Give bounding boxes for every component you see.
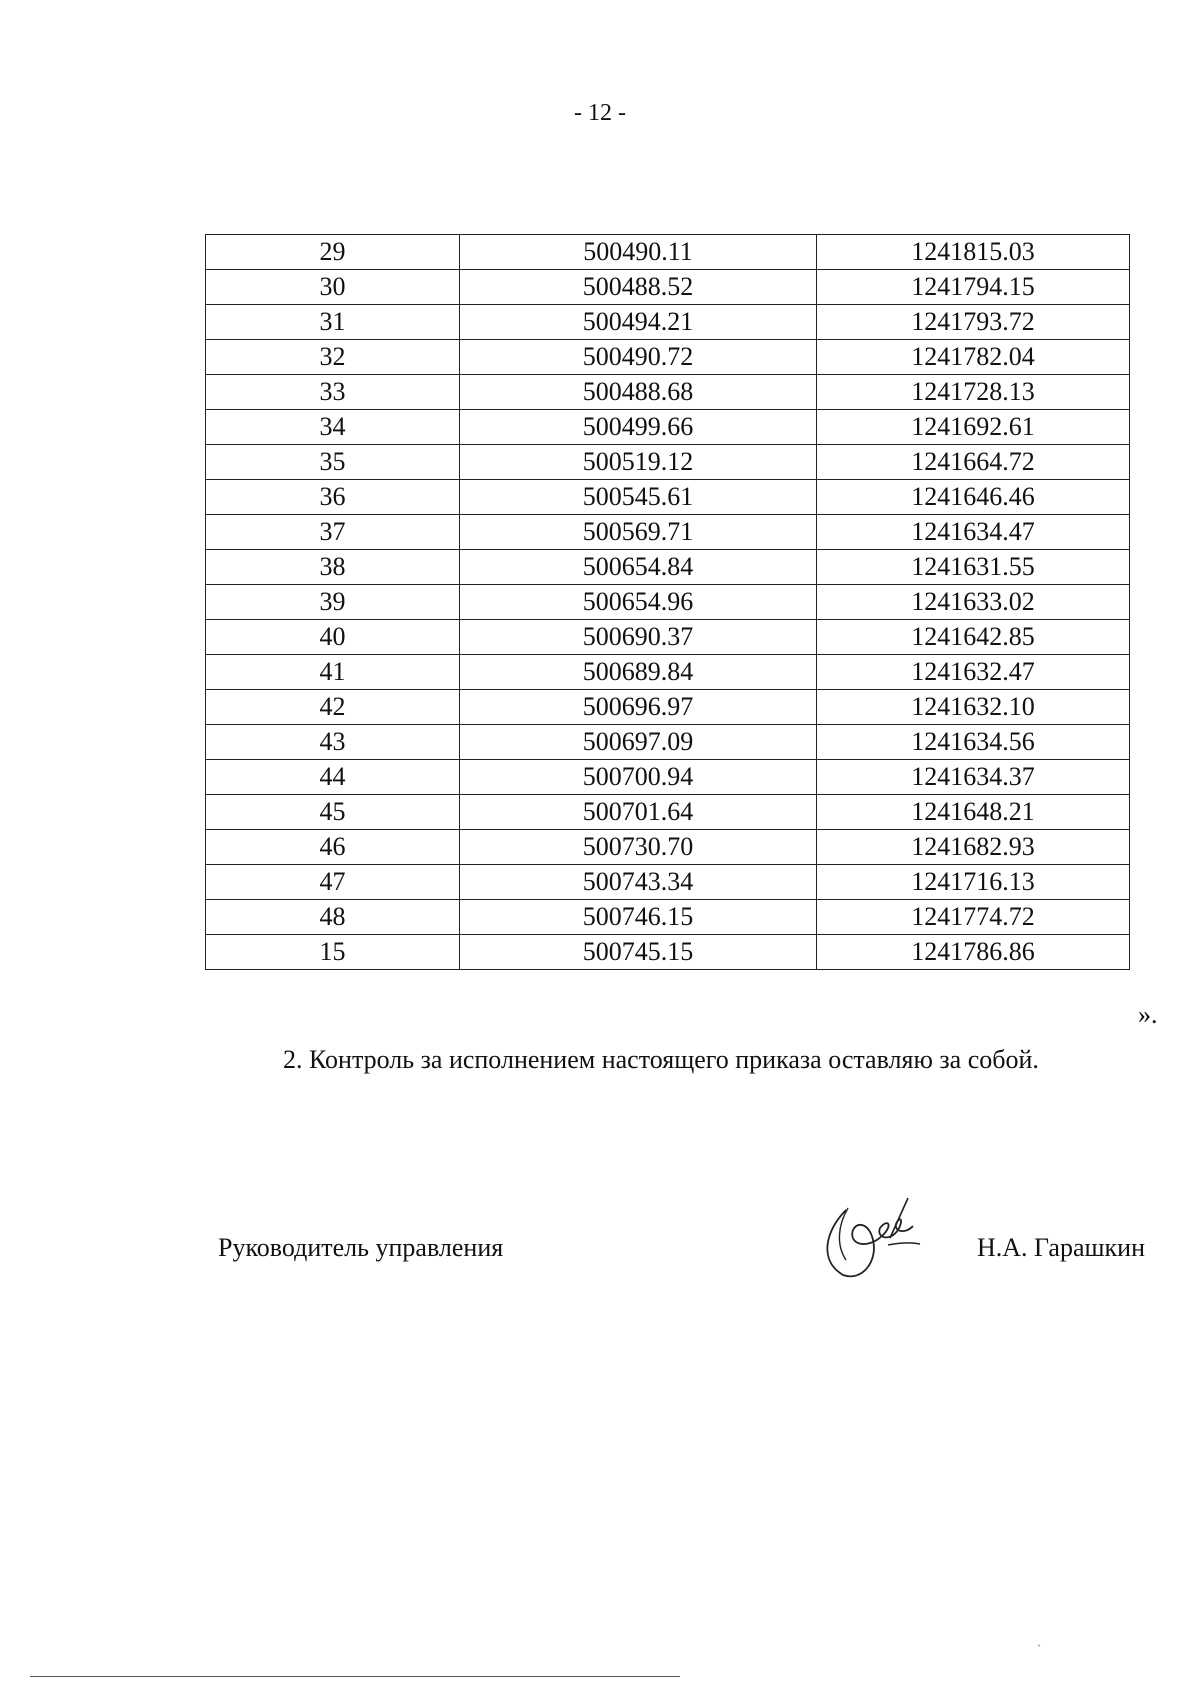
point-number-cell: 48 xyxy=(206,900,460,935)
y-coordinate-cell: 1241728.13 xyxy=(817,375,1130,410)
x-coordinate-cell: 500488.68 xyxy=(460,375,817,410)
y-coordinate-cell: 1241634.37 xyxy=(817,760,1130,795)
x-coordinate-cell: 500494.21 xyxy=(460,305,817,340)
point-number-cell: 33 xyxy=(206,375,460,410)
table-row xyxy=(206,865,1130,900)
table-row xyxy=(206,305,1130,340)
x-coordinate-cell: 500701.64 xyxy=(460,795,817,830)
table-row xyxy=(206,760,1130,795)
point-number-cell: 43 xyxy=(206,725,460,760)
x-coordinate-cell: 500490.11 xyxy=(460,235,817,270)
y-coordinate-cell: 1241774.72 xyxy=(817,900,1130,935)
table-row xyxy=(206,690,1130,725)
y-coordinate-cell: 1241631.55 xyxy=(817,550,1130,585)
bottom-rule xyxy=(30,1676,680,1677)
point-number-cell: 38 xyxy=(206,550,460,585)
y-coordinate-cell: 1241815.03 xyxy=(817,235,1130,270)
x-coordinate-cell: 500700.94 xyxy=(460,760,817,795)
point-number-cell: 40 xyxy=(206,620,460,655)
table-row xyxy=(206,655,1130,690)
table-row xyxy=(206,375,1130,410)
x-coordinate-cell: 500569.71 xyxy=(460,515,817,550)
x-coordinate-cell: 500697.09 xyxy=(460,725,817,760)
x-coordinate-cell: 500654.84 xyxy=(460,550,817,585)
table-row xyxy=(206,585,1130,620)
point-number-cell: 42 xyxy=(206,690,460,725)
point-number-cell: 30 xyxy=(206,270,460,305)
x-coordinate-cell: 500519.12 xyxy=(460,445,817,480)
table-row xyxy=(206,340,1130,375)
y-coordinate-cell: 1241632.47 xyxy=(817,655,1130,690)
point-number-cell: 37 xyxy=(206,515,460,550)
x-coordinate-cell: 500654.96 xyxy=(460,585,817,620)
x-coordinate-cell: 500743.34 xyxy=(460,865,817,900)
closing-quote: ». xyxy=(1138,1000,1158,1029)
y-coordinate-cell: 1241633.02 xyxy=(817,585,1130,620)
y-coordinate-cell: 1241786.86 xyxy=(817,935,1130,970)
x-coordinate-cell: 500545.61 xyxy=(460,480,817,515)
paragraph-2: 2. Контроль за исполнением настоящего приказа оставляю за собой. xyxy=(283,1045,1039,1074)
point-number-cell: 32 xyxy=(206,340,460,375)
table-row xyxy=(206,270,1130,305)
table-row xyxy=(206,795,1130,830)
point-number-cell: 39 xyxy=(206,585,460,620)
point-number-cell: 34 xyxy=(206,410,460,445)
page-number: - 12 - xyxy=(574,100,626,126)
table-row xyxy=(206,550,1130,585)
table-row xyxy=(206,235,1130,270)
table-row xyxy=(206,480,1130,515)
y-coordinate-cell: 1241782.04 xyxy=(817,340,1130,375)
coordinates-table xyxy=(205,234,1130,970)
table-row xyxy=(206,900,1130,935)
point-number-cell: 41 xyxy=(206,655,460,690)
y-coordinate-cell: 1241634.56 xyxy=(817,725,1130,760)
y-coordinate-cell: 1241634.47 xyxy=(817,515,1130,550)
table-row xyxy=(206,725,1130,760)
y-coordinate-cell: 1241692.61 xyxy=(817,410,1130,445)
handwritten-signature xyxy=(818,1190,928,1285)
y-coordinate-cell: 1241642.85 xyxy=(817,620,1130,655)
coordinates-table-body xyxy=(206,235,1130,970)
point-number-cell: 36 xyxy=(206,480,460,515)
table-row xyxy=(206,410,1130,445)
y-coordinate-cell: 1241793.72 xyxy=(817,305,1130,340)
x-coordinate-cell: 500730.70 xyxy=(460,830,817,865)
y-coordinate-cell: 1241682.93 xyxy=(817,830,1130,865)
y-coordinate-cell: 1241716.13 xyxy=(817,865,1130,900)
point-number-cell: 46 xyxy=(206,830,460,865)
signatory-position: Руководитель управления xyxy=(218,1233,504,1262)
table-row xyxy=(206,935,1130,970)
point-number-cell: 15 xyxy=(206,935,460,970)
point-number-cell: 31 xyxy=(206,305,460,340)
y-coordinate-cell: 1241794.15 xyxy=(817,270,1130,305)
signatory-name: Н.А. Гарашкин xyxy=(977,1233,1145,1262)
x-coordinate-cell: 500499.66 xyxy=(460,410,817,445)
point-number-cell: 47 xyxy=(206,865,460,900)
table-row xyxy=(206,830,1130,865)
x-coordinate-cell: 500696.97 xyxy=(460,690,817,725)
table-row xyxy=(206,515,1130,550)
y-coordinate-cell: 1241632.10 xyxy=(817,690,1130,725)
y-coordinate-cell: 1241646.46 xyxy=(817,480,1130,515)
y-coordinate-cell: 1241664.72 xyxy=(817,445,1130,480)
x-coordinate-cell: 500689.84 xyxy=(460,655,817,690)
table-row xyxy=(206,445,1130,480)
scan-speck: ˏ xyxy=(1037,1633,1041,1647)
point-number-cell: 44 xyxy=(206,760,460,795)
x-coordinate-cell: 500746.15 xyxy=(460,900,817,935)
x-coordinate-cell: 500745.15 xyxy=(460,935,817,970)
point-number-cell: 29 xyxy=(206,235,460,270)
x-coordinate-cell: 500490.72 xyxy=(460,340,817,375)
point-number-cell: 45 xyxy=(206,795,460,830)
point-number-cell: 35 xyxy=(206,445,460,480)
x-coordinate-cell: 500690.37 xyxy=(460,620,817,655)
table-row xyxy=(206,620,1130,655)
y-coordinate-cell: 1241648.21 xyxy=(817,795,1130,830)
x-coordinate-cell: 500488.52 xyxy=(460,270,817,305)
